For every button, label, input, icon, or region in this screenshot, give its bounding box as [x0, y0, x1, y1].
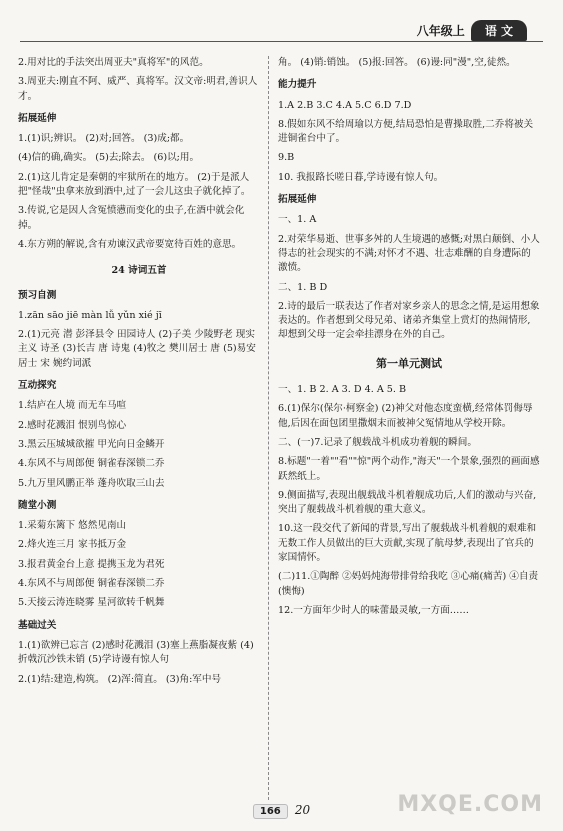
answer-line: 1.(1)欲辨已忘言 (2)感时花溅泪 (3)塞上燕脂凝夜紫 (4)折戟沉沙铁未销 (5)学诗谩有惊人句 — [18, 639, 254, 666]
page-header — [417, 20, 527, 41]
answer-line: 5.天接云涛连晓雾 星河欲转千帆舞 — [18, 597, 165, 609]
answer-line: 2.用对比的手法突出周亚夫"真将军"的风范。 — [18, 57, 209, 68]
answer-line: 10. 我报路长嗟日暮,学诗谩有惊人句。 — [278, 171, 444, 183]
answer-line: 二、(一)7.记录了舰载战斗机成功着舰的瞬间。 — [278, 436, 477, 448]
answer-line: 2.(1)元亮 潜 彭泽县令 田园诗人 (2)子美 少陵野老 现实主义 诗圣 (3)长吉 唐 诗鬼 (4)牧之 樊川居士 唐 (5)易安居士 宋 婉约词派 — [18, 329, 256, 369]
section-heading: 能力提升 — [278, 79, 317, 91]
answer-line: 8.假如东风不给周瑜以方便,结局恐怕是曹操取胜,二乔将被关进铜雀台中了。 — [278, 118, 534, 145]
answer-line: 1.(1)识;辨识。 (2)对;回答。 (3)成;都。 — [18, 133, 190, 145]
section-heading: 随堂小测 — [18, 499, 57, 511]
answer-line: 4.东方朔的解说,含有劝谏汉武帝要宽待百姓的意思。 — [18, 238, 242, 250]
page-number: 166 — [253, 804, 288, 819]
watermark-logo: MXQE.COM — [397, 792, 543, 817]
header-grade: 八年级上 — [416, 24, 465, 38]
answer-line: (二)11.①陶醉 ②妈妈炖海带排骨给我吃 ③心痛(痛苦) ④自责(懊悔) — [278, 571, 539, 597]
header-subject-badge: 语 文 — [471, 20, 527, 41]
answer-line: 5.九万里风鹏正举 蓬舟吹取三山去 — [18, 477, 165, 489]
answer-line: 1.A 2.B 3.C 4.A 5.C 6.D 7.D — [278, 99, 412, 111]
answer-line: 9.B — [278, 152, 295, 164]
left-column — [18, 56, 260, 692]
answer-line: 2.感时花溅泪 恨别鸟惊心 — [18, 419, 127, 431]
unit-test-title: 第一单元测试 — [376, 356, 442, 370]
right-column — [278, 56, 540, 623]
answer-line: 8.标题"一着""看""惊"两个动作,"海天"一个景象,强烈的画面感跃然纸上。 — [278, 456, 540, 482]
answer-line: 2.对荣华易逝、世事多舛的人生境遇的感慨;对黑白颠倒、小人得志的社会现实的不满;对怀才不遇、壮志难酬的自身遭际的激愤。 — [278, 233, 540, 274]
answer-line: 2.烽火连三月 家书抵万金 — [18, 539, 127, 551]
section-heading: 拓展延伸 — [18, 112, 57, 124]
chapter-title: 24 诗词五首 — [111, 265, 167, 277]
answer-line: 角。 (4)销:销蚀。 (5)报:回答。 (6)谩:同"漫",空,徒然。 — [278, 57, 516, 68]
answer-line: 3.周亚夫:刚直不阿、威严、真将军。汉文帝:明君,善识人才。 — [18, 76, 258, 102]
answer-line: 12.一方面年少时人的味蕾最灵敏,一方面…… — [278, 604, 469, 616]
answer-line: 一、1. B 2. A 3. D 4. A 5. B — [278, 384, 407, 396]
answer-line: 6.(1)保尔(保尔·柯察金) (2)神父对他态度蛮横,经常体罚侮辱他,后因在面包团里撒烟末而被神父冤情地从学校开除。 — [278, 403, 533, 429]
section-heading: 拓展延伸 — [278, 194, 317, 206]
section-heading: 互动探究 — [18, 380, 57, 392]
answer-line: 3.黑云压城城欲摧 甲光向日金鳞开 — [18, 438, 165, 450]
answer-line: 10.这一段交代了新闻的背景,写出了舰载战斗机着舰的艰难和无数工作人员做出的巨大贡献,实现了航母梦,表现出了官兵的家国情怀。 — [278, 523, 537, 564]
answer-line: 1.采菊东篱下 悠然见南山 — [18, 520, 127, 532]
answer-line: 3.传说,它是因人含冤愤懑而变化的虫子,在酒中就会化掉。 — [18, 205, 245, 231]
answer-line: 4.东风不与周郎便 铜雀春深锁二乔 — [18, 458, 165, 470]
answer-line: 2.(1)这儿肯定是秦朝的牢狱所在的地方。 (2)于是派人把"怪哉"虫拿来放到酒中,过了一会儿这虫子就化掉了。 — [18, 171, 251, 198]
answer-line: 2.(1)结:建造,构筑。 (2)浑:简直。 (3)角:军中号 — [18, 673, 222, 685]
answer-line: 2.诗的最后一联表达了作者对家乡亲人的思念之情,是运用想象表达的。作者想到父母兄弟、诸弟齐集堂上赏灯的热闹情形,却想到父母一定会牵挂漂身在外的自己。 — [278, 300, 540, 341]
header-rule — [20, 41, 543, 42]
answer-line: 一、1. A — [278, 214, 317, 226]
column-divider — [268, 56, 269, 800]
answer-line: 9.侧面描写,表现出舰载战斗机着舰成功后,人们的激动与兴奋,突出了舰载战斗机着舰的重大意义。 — [278, 489, 537, 516]
section-heading: 基础过关 — [18, 619, 57, 631]
answer-line: 4.东风不与周郎便 铜雀春深锁二乔 — [18, 578, 165, 590]
answer-line: (4)信的确,确实。 (5)去;除去。 (6)以;用。 — [18, 152, 200, 164]
answer-line: 1.结庐在人境 而无车马喧 — [18, 400, 127, 412]
answer-line: 1.zān sāo jiē màn lǚ yǔn xié jī — [18, 309, 162, 321]
section-heading: 预习自测 — [18, 289, 57, 301]
handwritten-mark: 20 — [294, 803, 311, 817]
answer-line: 3.报君黄金台上意 提携玉龙为君死 — [18, 558, 165, 570]
answer-line: 二、1. B D — [278, 281, 328, 293]
